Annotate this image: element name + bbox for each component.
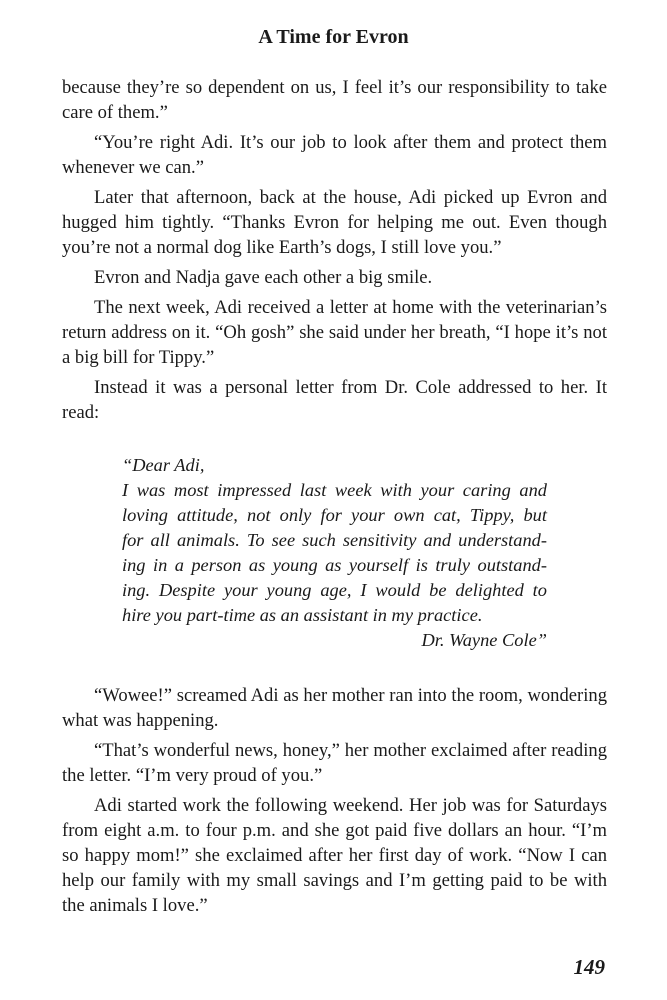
body-text — [62, 75, 607, 923]
letter-line: loving attitude, not only for your own cat, Tippy, but — [122, 505, 547, 525]
paragraph: “Wowee!” screamed Adi as her mother ran into the room, wondering what was happening. — [62, 685, 607, 731]
paragraph: because they’re so dependent on us, I feel it’s our responsibility to take care of them.” — [62, 77, 607, 123]
running-head: A Time for Evron — [258, 26, 409, 48]
letter-line: hire you part-time as an assistant in my practice. — [122, 605, 483, 625]
paragraph: “You’re right Adi. It’s our job to look after them and protect them whenever we can.” — [62, 132, 607, 178]
letter-line: I was most impressed last week with your caring and — [122, 480, 547, 500]
paragraph: Adi started work the following weekend. Her job was for Saturdays from eight a.m. to four p.m. and she got paid five dollars an hour. “I’m so happy mom!” she exclaimed after her first day of work. “Now I can help our family with my small savings and I’m getting paid to be with the animals I love.” — [62, 795, 607, 916]
letter-signature: Dr. Wayne Cole” — [421, 630, 547, 650]
paragraph: The next week, Adi received a letter at home with the veterinarian’s return address on it. “Oh gosh” she said under her breath, “I hope it’s not a big bill for Tippy.” — [62, 297, 607, 368]
letter-block — [122, 453, 547, 653]
letter-line: for all animals. To see such sensitivity and understand- — [122, 530, 547, 550]
paragraph: Later that afternoon, back at the house, Adi picked up Evron and hugged him tightly. “Thanks Evron for helping me out. Even though you’re not a normal dog like Earth’s dogs, I still love you.” — [62, 187, 607, 258]
letter-line: ing. Despite your young age, I would be delighted to — [122, 580, 547, 600]
page-number: 149 — [573, 955, 605, 979]
paragraph: Evron and Nadja gave each other a big smile. — [94, 267, 433, 288]
paragraph: “That’s wonderful news, honey,” her mother exclaimed after reading the letter. “I’m very proud of you.” — [62, 740, 607, 786]
letter-line: “Dear Adi, — [122, 455, 205, 475]
letter-line: ing in a person as young as yourself is truly outstand- — [122, 555, 547, 575]
paragraph: Instead it was a personal letter from Dr. Cole addressed to her. It read: — [62, 377, 607, 423]
